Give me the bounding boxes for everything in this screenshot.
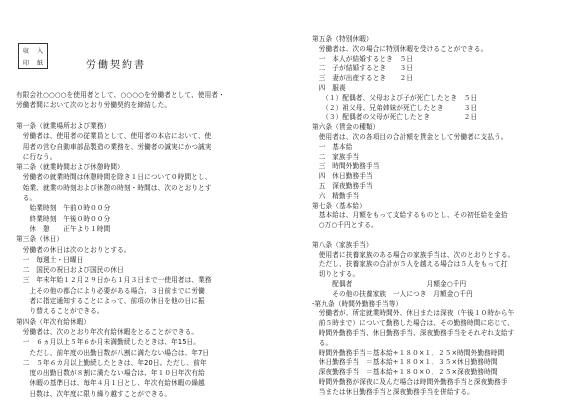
- revenue-stamp-box: [18, 43, 48, 69]
- text-line: 一 ６ヵ月以上５年６か月未満勤続したときは、年15日。: [16, 338, 201, 347]
- text-line: 休日勤務手当 ＝基本給÷１８０×１．３５×休日勤務時間: [312, 358, 498, 367]
- text-line: 第二条（就業時間および休憩時間）: [16, 163, 124, 172]
- text-line: 休暇の基準日は、毎年４月１日とし、年次有給休暇の繰越: [16, 379, 205, 388]
- text-line: -第九条（時間外勤務手当等）: [312, 299, 403, 308]
- text-line: 配偶者 月額金○千円: [312, 280, 467, 288]
- text-line: 深夜勤務手当 ＝基本給÷１８０×０．２５×深夜勤務時間: [312, 368, 498, 377]
- text-line: 第八条（家族手当）: [312, 240, 373, 249]
- text-line: 四 服喪: [312, 84, 346, 92]
- text-line: 労働者は、次の場合に特別休暇を受けることができる。: [312, 44, 488, 53]
- text-line: 一 基本給: [312, 142, 353, 151]
- stamp-char: 紙: [36, 59, 43, 67]
- text-line: 日数は、次年度に限り繰り越すことができる。: [16, 389, 172, 398]
- text-line: 始業時刻 午前０時００分: [16, 204, 111, 213]
- text-line: 二 家族手当: [312, 152, 360, 161]
- text-line: 一 本人が結婚するとき ５日: [312, 54, 414, 63]
- text-line: 五 深夜勤務手当: [312, 182, 373, 190]
- text-line: 三 妻が出産するとき ２日: [312, 74, 414, 83]
- text-line: 第六条（賃金の種類）: [312, 123, 380, 132]
- text-line: 時間外勤務が深夜に及んだ場合は時間外勤務手当と深夜勤務手: [312, 378, 508, 386]
- text-line: 労働者は、次のとおり年次有給休暇をとることができる。: [16, 327, 199, 336]
- text-line: 第四条（年次有給休暇）: [16, 317, 91, 326]
- text-line: に行なう。: [16, 152, 57, 161]
- text-line: 前５時まで）について勤務した場合は、その勤務時間に応じて、: [312, 319, 515, 328]
- stamp-char: 印: [22, 59, 29, 67]
- text-line: 第三条（休日）: [16, 235, 64, 244]
- text-line: 六 精勤手当: [312, 191, 360, 200]
- text-line: （１）配偶者、父母および子が死亡したとき ５日: [312, 93, 478, 102]
- text-line: 有限会社○○○○を使用者として、○○○○を労働者として、使用者・: [16, 91, 225, 99]
- text-line: ただし、扶養家族の合計が５人を越える場合は５人をもって打: [312, 260, 508, 269]
- text-line: り替えることができる。: [16, 307, 104, 316]
- text-line: 使用者に扶養家族のある場合の家族手当は、次のとおりとする。: [312, 250, 515, 259]
- text-line: 三 時間外勤務手当: [312, 162, 380, 171]
- text-line: 用者の営む自動車部品製造の業務を、労働者の誠実にかつ誠実: [16, 142, 212, 151]
- text-line: 度の出勤日数が８割に満たない場合は、年１０日年次有給: [16, 369, 205, 378]
- text-line: 上その他の都合により必要がある場合、３日前までに労働: [16, 286, 205, 295]
- text-line: 労働者の休日は次のとおりとする。: [16, 245, 131, 254]
- stamp-char: 収: [22, 47, 29, 55]
- text-line: （３）配偶者の父母が死亡したとき ２日: [312, 113, 478, 122]
- text-line: 休 憩 正午より１時間: [16, 224, 111, 233]
- text-line: ○万○千円とする。: [312, 221, 378, 230]
- text-line: 第七条（基本給）: [312, 201, 366, 210]
- text-line: 労働者が、所定就業時間外、休日または深夜（午後１０時から午: [312, 309, 515, 318]
- text-line: （２）祖父母、兄弟姉妹が死亡したとき ３日: [312, 103, 478, 112]
- text-line: 使用者は、次の各項目の合計額を賃金として労働者に支払う。: [312, 133, 508, 141]
- text-line: 二 子が結婚するとき ３日: [312, 64, 414, 73]
- text-line: 第一条（就業場所および業務）: [16, 121, 111, 130]
- text-line: 四 休日勤務手当: [312, 172, 373, 181]
- text-line: 一 毎週土・日曜日: [16, 255, 84, 264]
- text-line: 時間外勤務手当、休日勤務手当、深夜勤務手当をそれぞれ支給す: [312, 329, 515, 337]
- text-line: 三 年末年始１２月２９日から１月３日まで一使用者は、業務: [16, 276, 212, 285]
- text-line: 当または休日勤務手当と深夜勤務手当を併給する。: [312, 387, 474, 396]
- text-line: 始業、就業の時刻および休憩の時刻・時間は、次のとおりとす: [16, 183, 212, 192]
- text-line: 労働者は、使用者の従業員として、使用者の本店において、使: [16, 132, 212, 141]
- right-page: [290, 0, 580, 411]
- text-line: 終業時刻 午後０時００分: [16, 214, 111, 223]
- text-line: 切りとする。: [312, 270, 360, 279]
- text-line: その他の扶養家族 一人につき 月額金○千円: [312, 289, 473, 298]
- text-line: 時間外勤務手当＝基本給÷１８０×１．２５×時間外勤務時間: [312, 348, 505, 357]
- text-line: 労働者間において次のとおり労働契約を締結した。: [16, 101, 172, 110]
- text-line: ただし、前年度の出勤日数が八割に満たない場合は、年7日: [16, 348, 210, 357]
- text-line: る。: [312, 338, 333, 347]
- text-line: る。: [16, 194, 37, 202]
- text-line: 基本給は、月額をもって支給するものとし、その初任給を金拾: [312, 211, 508, 220]
- text-line: 第五条（特別休暇）: [312, 35, 373, 43]
- text-line: 二 国民の祝日および国民の休日: [16, 266, 124, 275]
- stamp-char: 入: [36, 47, 43, 55]
- text-line: 労働者の就業時間は休憩時間を除き１日について０時間とし、: [16, 173, 212, 182]
- document-title: 労働契約書: [86, 60, 146, 71]
- text-line: 者に指定通知することによって、前項の休日を他の日に振: [16, 297, 205, 305]
- text-line: 二 ５年６カ月以上勤続したときは、年20日。ただし、前年: [16, 358, 207, 367]
